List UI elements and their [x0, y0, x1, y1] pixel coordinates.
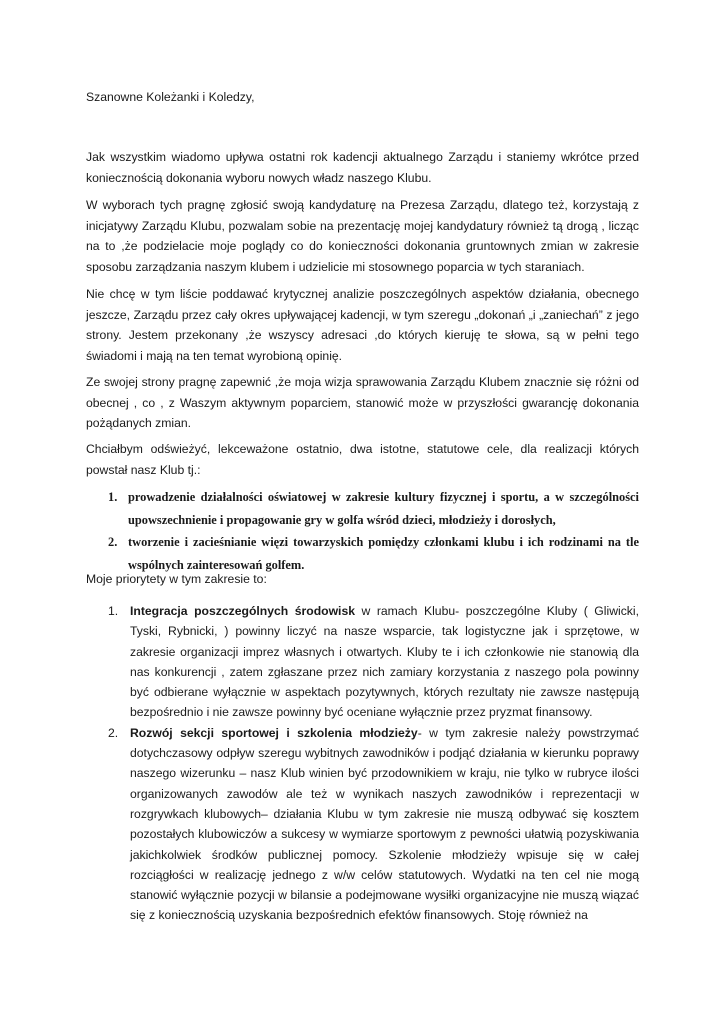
priority-text: w ramach Klubu- poszczególne Kluby ( Gliwicki, Tyski, Rybnicki, ) powinny liczyć na nasze wsparcie, tak logistyczne jak i sprzętowe, w zakresie organizacji imprez własnych i otwartych. Kluby te i ich członkowie nie stanowią dla nas konkurencji , zatem zgłaszane przez nich zamiary korzystania z naszego pola powinny być odbierane wyłącznie w aspektach pozytywnych, których rezultaty nie zawsze następują bezpośrednio i nie zawsze powinny być oceniane wyłącznie przez pryzmat finansowy. [130, 604, 639, 720]
priority-title: Rozwój sekcji sportowej i szkolenia młodzieży [130, 725, 418, 740]
list-number: 1. [108, 604, 119, 618]
list-number: 2. [108, 725, 119, 740]
paragraph-intro: Jak wszystkim wiadomo upływa ostatni rok kadencji aktualnego Zarządu i staniemy wkrótce przed koniecznością dokonania wyboru nowych władz naszego Klubu. [86, 150, 639, 185]
paragraph-candidacy: W wyborach tych pragnę zgłosić swoją kandydaturę na Prezesa Zarządu, dlatego też, korzystają z inicjatywy Zarządu Klubu, pozwalam sobie na prezentację mojej kandydatury również tą drogą , licząc na to ,że podzielacie moje poglądy co do konieczności dokonania gruntownych zmian w zakresie sposobu zarządzania naszym klubem i udzielicie mi stosownego poparcia w tych staraniach. [86, 198, 639, 274]
priority-title: Integracja poszczególnych środowisk [130, 604, 355, 618]
goal-text: prowadzenie działalności oświatowej w zakresie kultury fizycznej i sportu, a w szczególności upowszechnienie i propagowanie gry w golfa wśród dzieci, młodzieży i dorosłych, [128, 490, 639, 527]
list-number: 2. [108, 535, 118, 549]
paragraph-assessment: Nie chcę w tym liście poddawać krytycznej analizie poszczególnych aspektów działania, obecnego jeszcze, Zarządu przez cały okres upływającej kadencji, w tym szeregu „dokonań „i „zaniechań” z jego strony. Jestem przekonany ,że wszyscy adresaci ,do których kieruję te słowa, są w pełni tego świadomi i mają na ten temat wyrobioną opinię. [86, 287, 639, 363]
greeting: Szanowne Koleżanki i Koledzy, [86, 90, 255, 104]
list-number: 1. [108, 490, 118, 504]
paragraph-goals-intro: Chciałbym odświeżyć, lekceważone ostatnio, dwa istotne, statutowe cele, dla realizacji których powstał nasz Klub tj.: [86, 442, 639, 477]
list-item [86, 486, 639, 531]
list-item [86, 601, 639, 723]
goal-text: tworzenie i zacieśnianie więzi towarzyskich pomiędzy członkami klubu i ich rodzinami na tle wspólnych zainteresowań golfem. [128, 535, 639, 572]
paragraph-vision: Ze swojej strony pragnę zapewnić ,że moja wizja sprawowania Zarządu Klubem znacznie się różni od obecnej , co , z Waszym aktywnym poparciem, stanowić może w przyszłości gwarancję dokonania pożądanych zmian. [86, 375, 639, 430]
priorities-list [86, 601, 639, 926]
statutory-goals-list [86, 486, 639, 576]
list-item [86, 723, 639, 926]
priorities-lead: Moje priorytety w tym zakresie to: [86, 572, 267, 586]
priority-text: - w tym zakresie należy powstrzymać dotychczasowy odpływ szeregu wybitnych zawodników i podjąć działania w kierunku poprawy naszego wizerunku – nasz Klub winien być przodownikiem w kraju, nie tylko w rubryce ilości organizowanych zawodów ale też w wynikach naszych zawodników i reprezentacji w rozgrywkach klubowych– działania Klubu w tym zakresie nie muszą odbywać się kosztem pozostałych klubowiczów a sukcesy w wymiarze sportowym z pewności ułatwią pozyskiwania jakichkolwiek środków publicznej pomocy. Szkolenie młodzieży wpisuje się w całej rozciągłości w realizację jednego z w/w celów statutowych. Wydatki na ten cel nie mogą stanowić wyłącznie pozycji w bilansie a podejmowane wysiłki organizacyjne nie muszą wiązać się z koniecznością uzyskania bezpośrednich efektów finansowych. Stoję również na [130, 725, 639, 923]
